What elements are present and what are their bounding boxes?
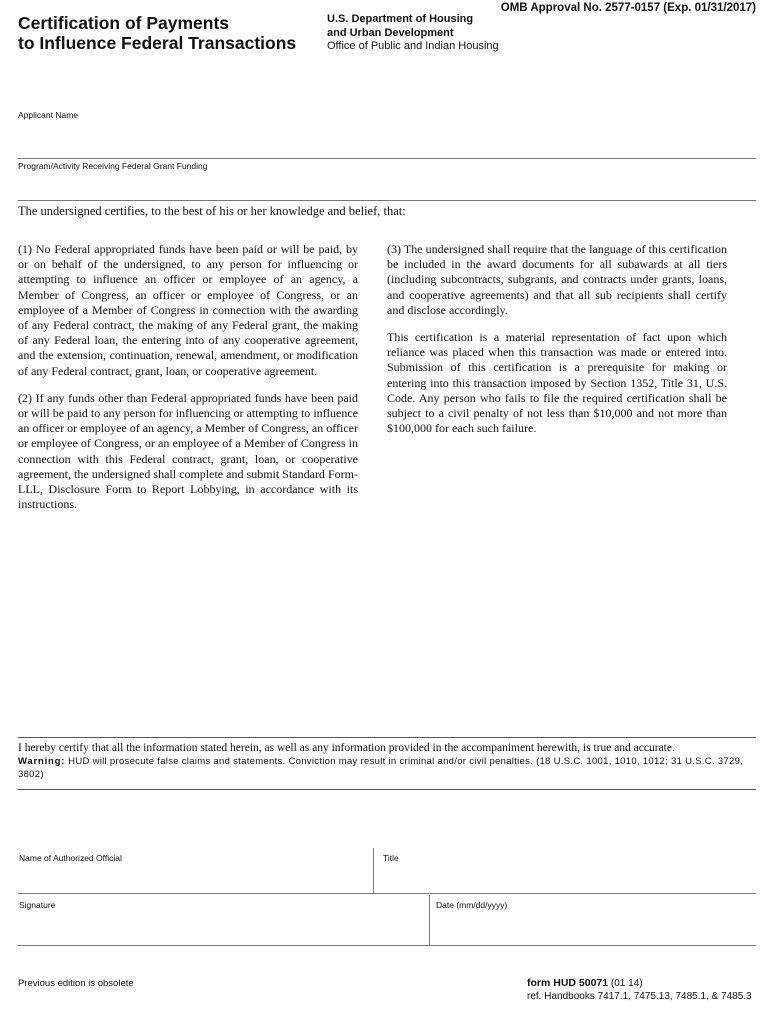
agency-office: Office of Public and Indian Housing [327,40,499,52]
clause-3: (3) The undersigned shall require that the language of this certification be included in the award documents for all subawards at all tiers (including subcontracts, subgrants, and contracts under grants, loans, and cooperative agreements) and that all sub recipients shall certify and disclose accordingly. [387,242,727,317]
certification-intro: The undersigned certifies, to the best of his or her knowledge and belief, that: [18,204,406,218]
official-name-label: Name of Authorized Official [19,853,122,863]
right-column [387,242,727,448]
applicant-name-label: Applicant Name [18,110,79,120]
field-divider [429,895,430,945]
form-number-line [527,977,752,990]
official-name-field[interactable] [18,866,368,892]
agency-name-line1: U.S. Department of Housing [327,13,474,25]
handbook-reference: ref. Handbooks 7417.1, 7475.13, 7485.1, & 7485.3 [527,991,752,1002]
field-divider [373,848,374,893]
left-column [18,242,358,524]
omb-approval: OMB Approval No. 2577-0157 (Exp. 01/31/2017) [500,2,756,14]
form-title [18,13,296,53]
form-title-line2: to Influence Federal Transactions [18,33,297,53]
signature-field[interactable] [18,912,423,944]
form-identifier [527,977,752,1003]
title-label: Title [383,853,399,863]
program-activity-label: Program/Activity Receiving Federal Grant Funding [18,161,208,171]
divider [18,893,756,894]
signature-label: Signature [19,900,56,910]
warning-text: HUD will prosecute false claims and statements. Conviction may result in criminal and/or civil penalties. (18 U.S.C. 1001, 1010, 1012; 31 U.S.C. 3729, 3802) [18,756,744,780]
clause-1: (1) No Federal appropriated funds have been paid or will be paid, by or on behalf of the undersigned, to any person for influencing or attempting to influence an officer or employee of an agency, a Member of Congress, an officer or employee of Congress, or an employee of a Member of Congress in connection with the awarding of any Federal contract, the making of any Federal grant, the making of any Federal loan, the entering into of any cooperative agreement, and the extension, continuation, renewal, amendment, or modification of any Federal contract, grant, loan, or cooperative agreement. [18,242,358,378]
program-activity-field[interactable] [18,200,756,201]
clause-2: (2) If any funds other than Federal appropriated funds have been paid or will be paid to any person for influencing or attempting to influence an officer or employee of an agency, a Member of Congress, an officer or employee of Congress, or an employee of a Member of Congress in connection with this Federal contract, grant, loan, or cooperative agreement, the undersigned shall complete and submit Standard Form-LLL, Disclosure Form to Report Lobbying, in accordance with its instructions. [18,390,358,512]
date-label: Date (mm/dd/yyyy) [436,900,508,910]
previous-edition-note: Previous edition is obsolete [18,978,134,989]
warning-statement [18,755,758,781]
agency-name-line2: and Urban Development [327,26,454,39]
certification-block [18,742,758,781]
applicant-name-field[interactable] [18,158,756,159]
date-field[interactable] [436,912,756,944]
material-representation: This certification is a material representation of fact upon which reliance was placed when this transaction was made or entered into. Submission of this certification is a prerequisite for making or entering into this transaction imposed by Section 1352, Title 31, U.S. Code. Any person who fails to file the required certification shall be subject to a civil penalty of not less than $10,000 and not more than $100,000 for each such failure. [387,330,727,436]
certification-statement: I hereby certify that all the information stated herein, as well as any information provided in the accompaniment herewith, is true and accurate. [18,742,675,754]
form-date: (01 14) [608,978,643,989]
form-title-line1: Certification of Payments [18,13,230,33]
agency-block [327,13,499,54]
title-field[interactable] [380,866,756,892]
divider [18,737,756,738]
warning-label: Warning: [18,756,66,767]
form-number: form HUD 50071 [527,977,609,989]
divider [18,945,756,946]
divider [18,789,756,790]
